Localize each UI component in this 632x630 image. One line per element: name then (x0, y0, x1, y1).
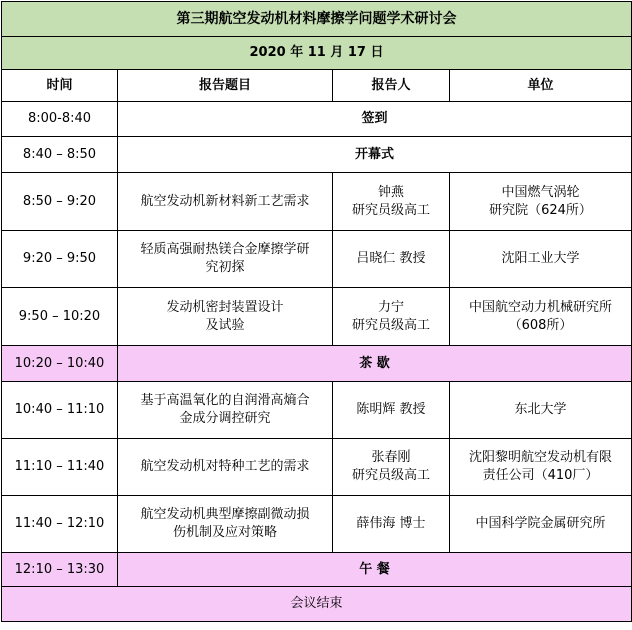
unit-cell: 东北大学 (450, 382, 632, 439)
time-cell: 8:50 – 9:20 (2, 173, 118, 231)
unit-cell: 中国科学院金属研究所 (450, 496, 632, 553)
event-span-cell: 午 餐 (118, 553, 632, 587)
header-topic: 报告题目 (118, 70, 333, 102)
schedule-row (2, 102, 632, 137)
conference-date: 2020 年 11 月 17 日 (2, 37, 632, 70)
event-span-cell: 茶 歇 (118, 346, 632, 382)
time-cell: 10:40 – 11:10 (2, 382, 118, 439)
conference-schedule-table (1, 1, 632, 622)
speaker-cell: 张春刚 研究员级高工 (333, 439, 450, 496)
schedule-row (2, 496, 632, 553)
schedule-row (2, 173, 632, 231)
header-speaker: 报告人 (333, 70, 450, 102)
unit-cell: 中国航空动力机械研究所 （608所） (450, 288, 632, 346)
speaker-cell: 吕晓仁 教授 (333, 231, 450, 288)
topic-cell: 发动机密封装置设计 及试验 (118, 288, 333, 346)
speaker-cell: 钟燕 研究员级高工 (333, 173, 450, 231)
topic-cell: 轻质高强耐热镁合金摩擦学研 究初探 (118, 231, 333, 288)
speaker-cell: 薛伟海 博士 (333, 496, 450, 553)
header-row (2, 70, 632, 102)
event-span-cell: 开幕式 (118, 137, 632, 173)
time-cell: 10:20 – 10:40 (2, 346, 118, 382)
event-span-cell: 签到 (118, 102, 632, 137)
break-row (2, 346, 632, 382)
topic-cell: 航空发动机对特种工艺的需求 (118, 439, 333, 496)
topic-cell: 航空发动机新材料新工艺需求 (118, 173, 333, 231)
schedule-row (2, 382, 632, 439)
unit-cell: 沈阳工业大学 (450, 231, 632, 288)
closing-cell: 会议结束 (2, 587, 632, 622)
header-time: 时间 (2, 70, 118, 102)
speaker-cell: 陈明辉 教授 (333, 382, 450, 439)
schedule-row (2, 137, 632, 173)
time-cell: 11:10 – 11:40 (2, 439, 118, 496)
closing-row (2, 587, 632, 622)
schedule-row (2, 231, 632, 288)
unit-cell: 沈阳黎明航空发动机有限 责任公司（410厂） (450, 439, 632, 496)
header-unit: 单位 (450, 70, 632, 102)
time-cell: 9:50 – 10:20 (2, 288, 118, 346)
lunch-row (2, 553, 632, 587)
unit-cell: 中国燃气涡轮 研究院（624所） (450, 173, 632, 231)
topic-cell: 航空发动机典型摩擦副微动损 伤机制及应对策略 (118, 496, 333, 553)
speaker-cell: 力宁 研究员级高工 (333, 288, 450, 346)
time-cell: 12:10 – 13:30 (2, 553, 118, 587)
title-row (2, 2, 632, 37)
schedule-row (2, 439, 632, 496)
time-cell: 9:20 – 9:50 (2, 231, 118, 288)
time-cell: 11:40 – 12:10 (2, 496, 118, 553)
schedule-row (2, 288, 632, 346)
time-cell: 8:40 – 8:50 (2, 137, 118, 173)
time-cell: 8:00-8:40 (2, 102, 118, 137)
conference-title: 第三期航空发动机材料摩擦学问题学术研讨会 (2, 2, 632, 37)
date-row (2, 37, 632, 70)
topic-cell: 基于高温氧化的自润滑高熵合 金成分调控研究 (118, 382, 333, 439)
